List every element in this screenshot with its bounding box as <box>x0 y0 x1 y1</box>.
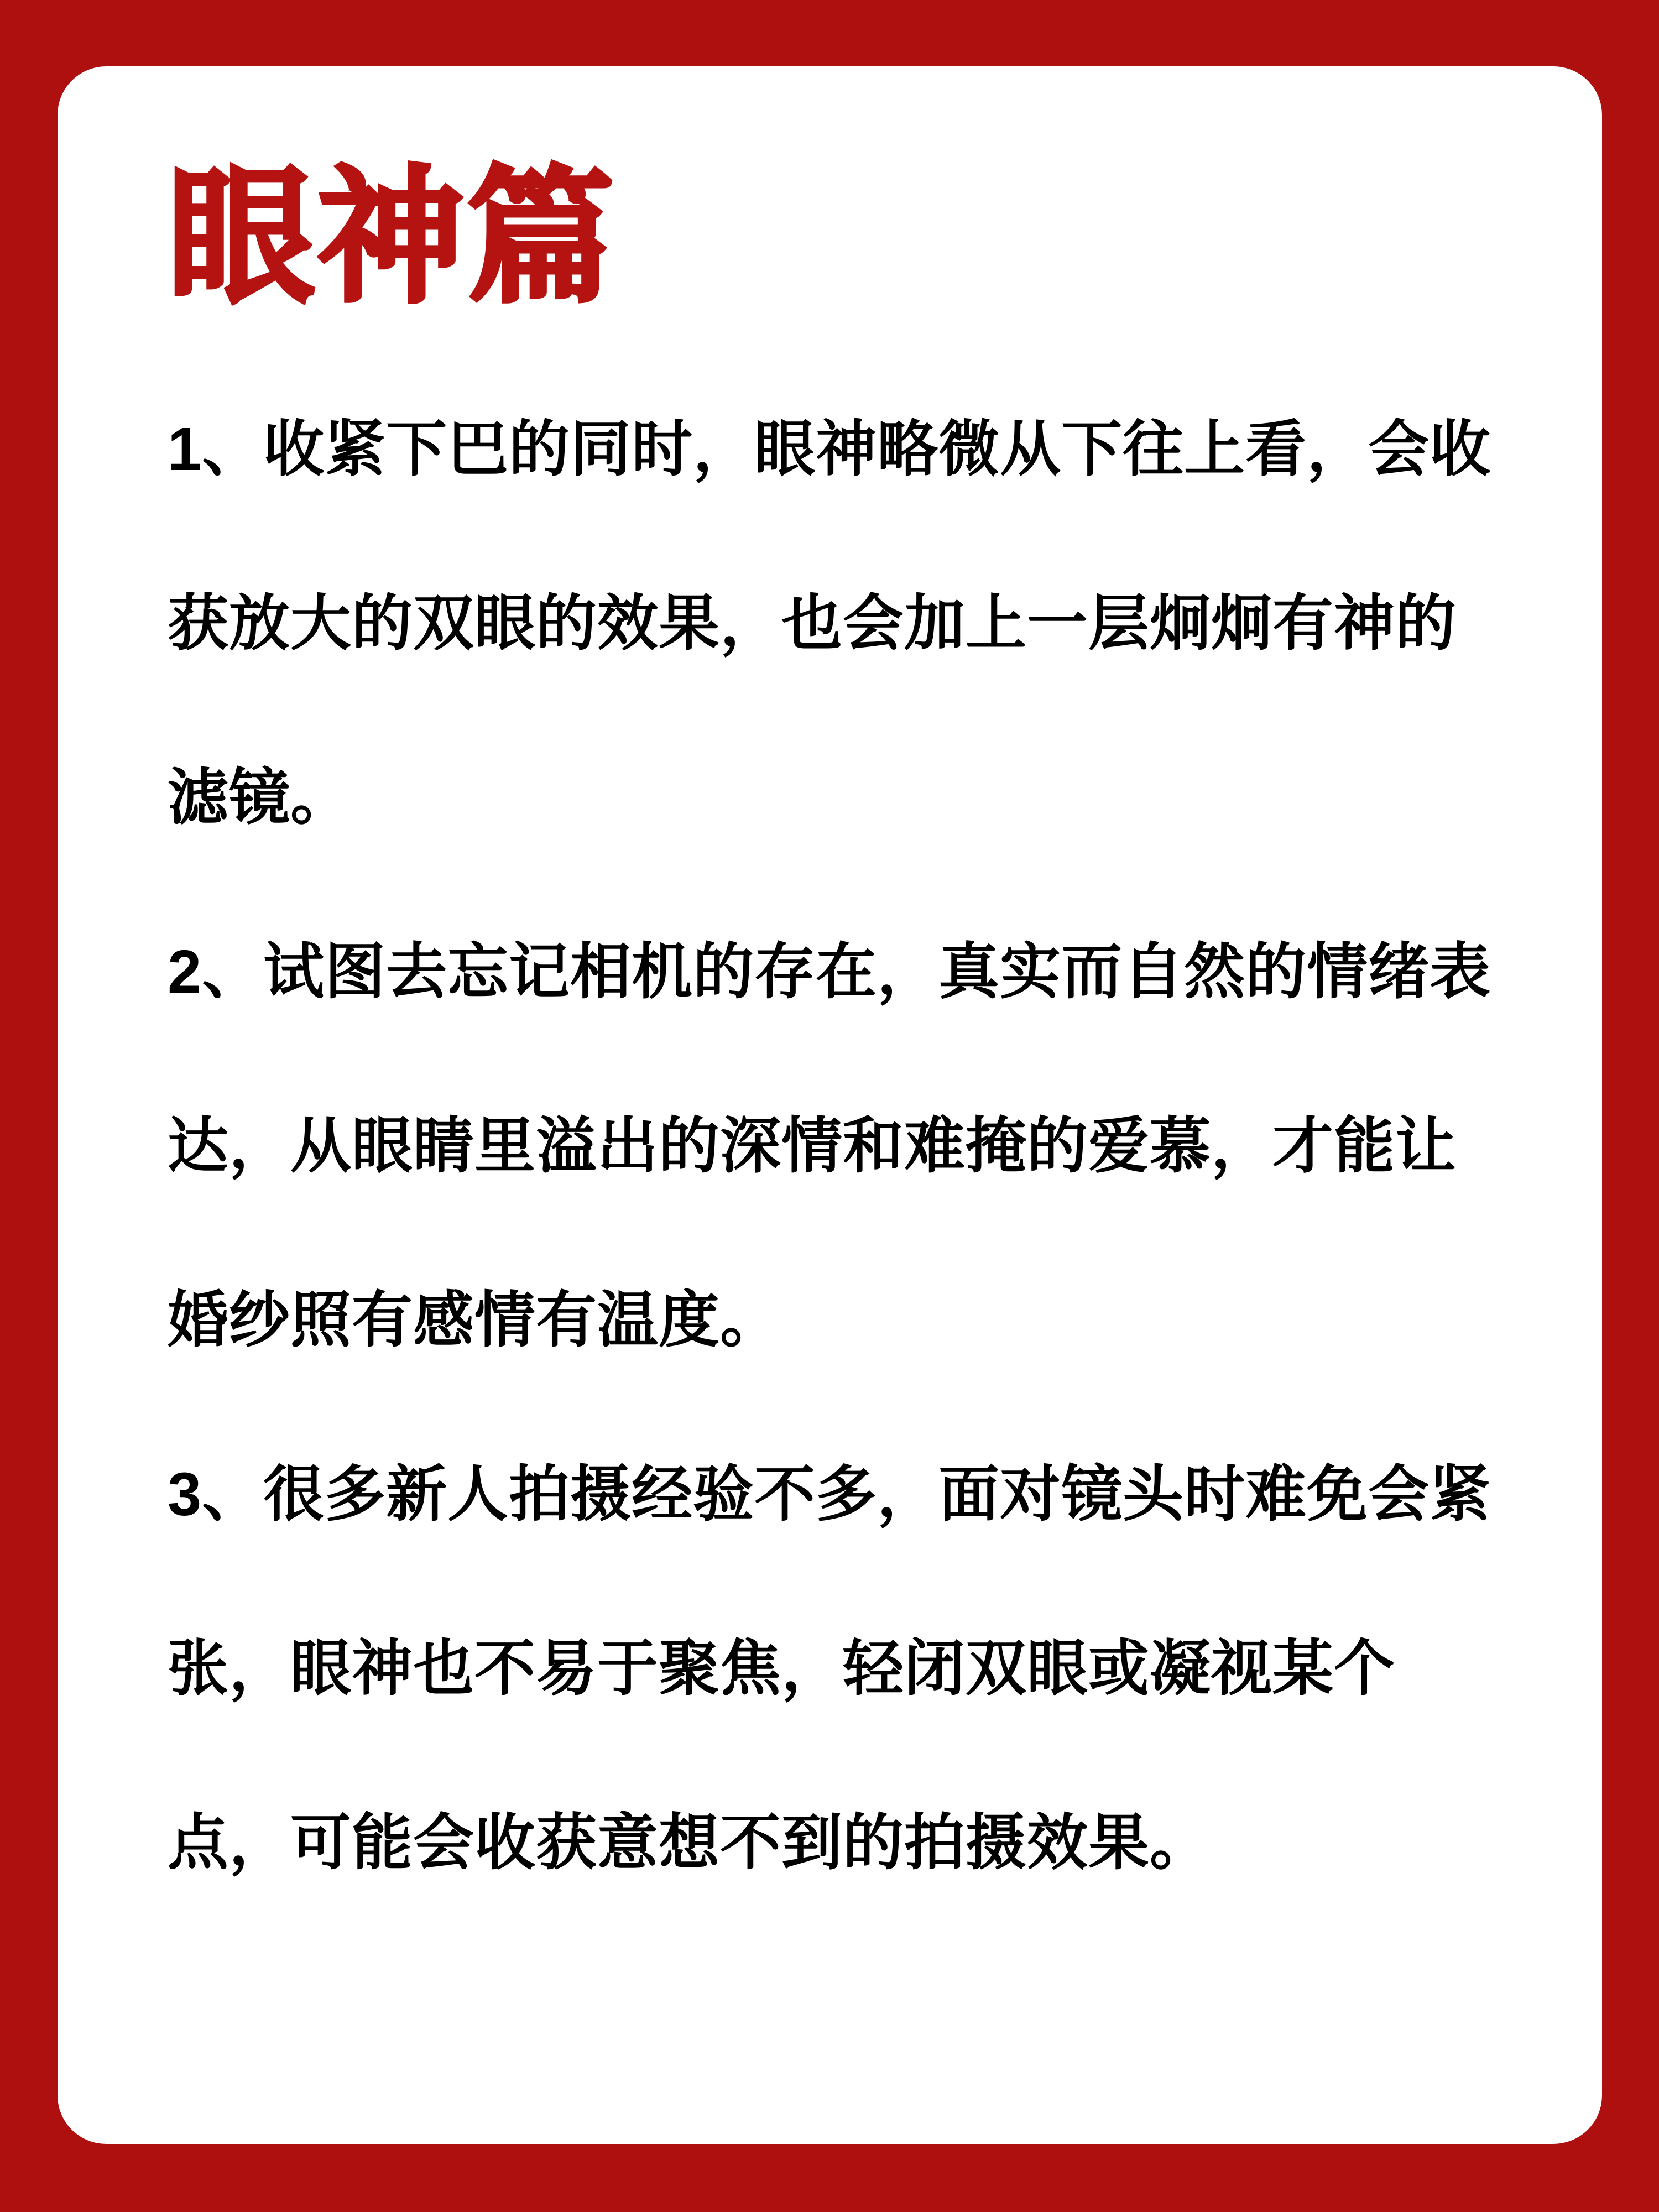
content-card <box>58 66 1602 2144</box>
tip-line: 2、试图去忘记相机的存在，真实而自然的情绪表 <box>168 938 1491 1006</box>
tip-line: 张，眼神也不易于聚焦，轻闭双眼或凝视某个 <box>168 1635 1395 1703</box>
tip-line: 获放大的双眼的效果，也会加上一层炯炯有神的 <box>168 589 1457 658</box>
tip-line: 点，可能会收获意想不到的拍摄效果。 <box>168 1809 1211 1877</box>
tip-line: 达，从眼睛里溢出的深情和难掩的爱慕，才能让 <box>168 1112 1457 1180</box>
page-title: 眼神篇 <box>168 156 617 320</box>
card-content <box>168 155 1552 1930</box>
tip-line: 滤镜。 <box>168 764 352 832</box>
tip-line: 1、收紧下巴的同时，眼神略微从下往上看，会收 <box>168 415 1491 483</box>
tip-paragraph-1 <box>168 362 1552 885</box>
tips-list <box>168 362 1552 1930</box>
tip-line: 3、很多新人拍摄经验不多，面对镜头时难免会紧 <box>168 1460 1491 1528</box>
tip-paragraph-3 <box>168 1407 1552 1930</box>
tip-line: 婚纱照有感情有温度。 <box>168 1286 781 1354</box>
tip-paragraph-2 <box>168 885 1552 1407</box>
